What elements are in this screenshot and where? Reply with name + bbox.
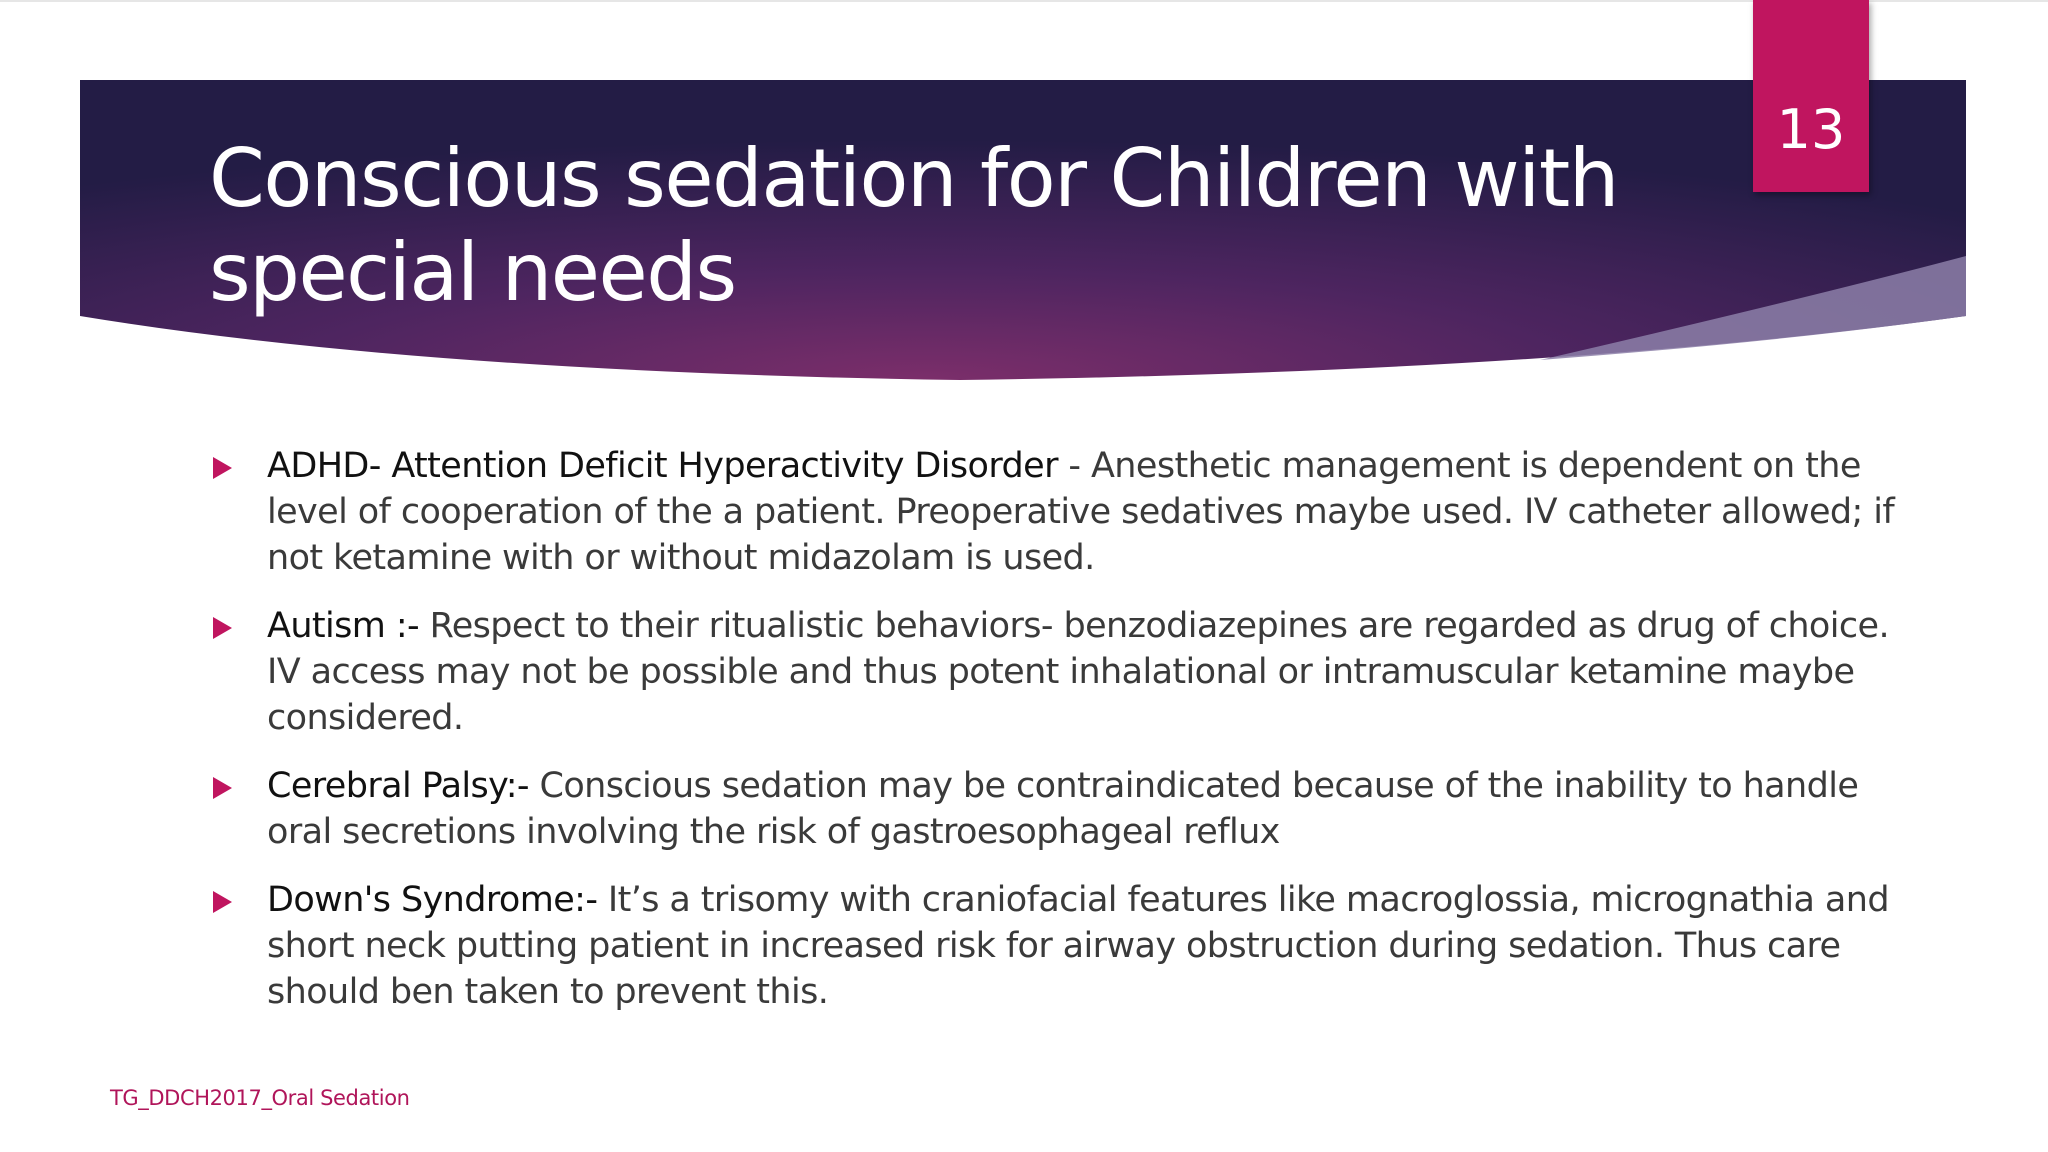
- right-triangle-bullet-icon: [213, 891, 232, 913]
- bullet-list: [210, 443, 1910, 1037]
- right-triangle-bullet-icon: [213, 617, 232, 639]
- bullet-term: Autism :-: [267, 606, 420, 646]
- bullet-text: - Anesthetic management is dependent on the level of cooperation of the a patient. Preoperative sedatives maybe used. IV catheter allowed; if not ketamine with or without midazolam is used.: [267, 446, 1895, 578]
- slide-footer: TG_DDCH2017_Oral Sedation: [110, 1086, 410, 1110]
- bullet-term: Down's Syndrome:-: [267, 880, 598, 920]
- list-item: [210, 603, 1910, 741]
- bullet-text: It’s a trisomy with craniofacial features like macroglossia, micrognathia and short neck putting patient in increased risk for airway obstruction during sedation. Thus care should ben taken to prevent this.: [267, 880, 1889, 1012]
- slide-title: Conscious sedation for Children with special needs: [209, 132, 1618, 319]
- bullet-term: Cerebral Palsy:-: [267, 766, 529, 806]
- right-triangle-bullet-icon: [213, 457, 232, 479]
- list-item: [210, 443, 1910, 581]
- list-item: [210, 763, 1910, 855]
- slide-number-tab: [1753, 0, 1869, 192]
- right-triangle-bullet-icon: [213, 777, 232, 799]
- bullet-text: Respect to their ritualistic behaviors- benzodiazepines are regarded as drug of choice. IV access may not be possible and thus potent inhalational or intramuscular ketamine maybe considered.: [267, 606, 1889, 738]
- slide-number: 13: [1776, 98, 1846, 161]
- list-item: [210, 877, 1910, 1015]
- bullet-text: Conscious sedation may be contraindicated because of the inability to handle oral secretions involving the risk of gastroesophageal reflux: [267, 766, 1859, 852]
- bullet-term: ADHD- Attention Deficit Hyperactivity Disorder: [267, 446, 1058, 486]
